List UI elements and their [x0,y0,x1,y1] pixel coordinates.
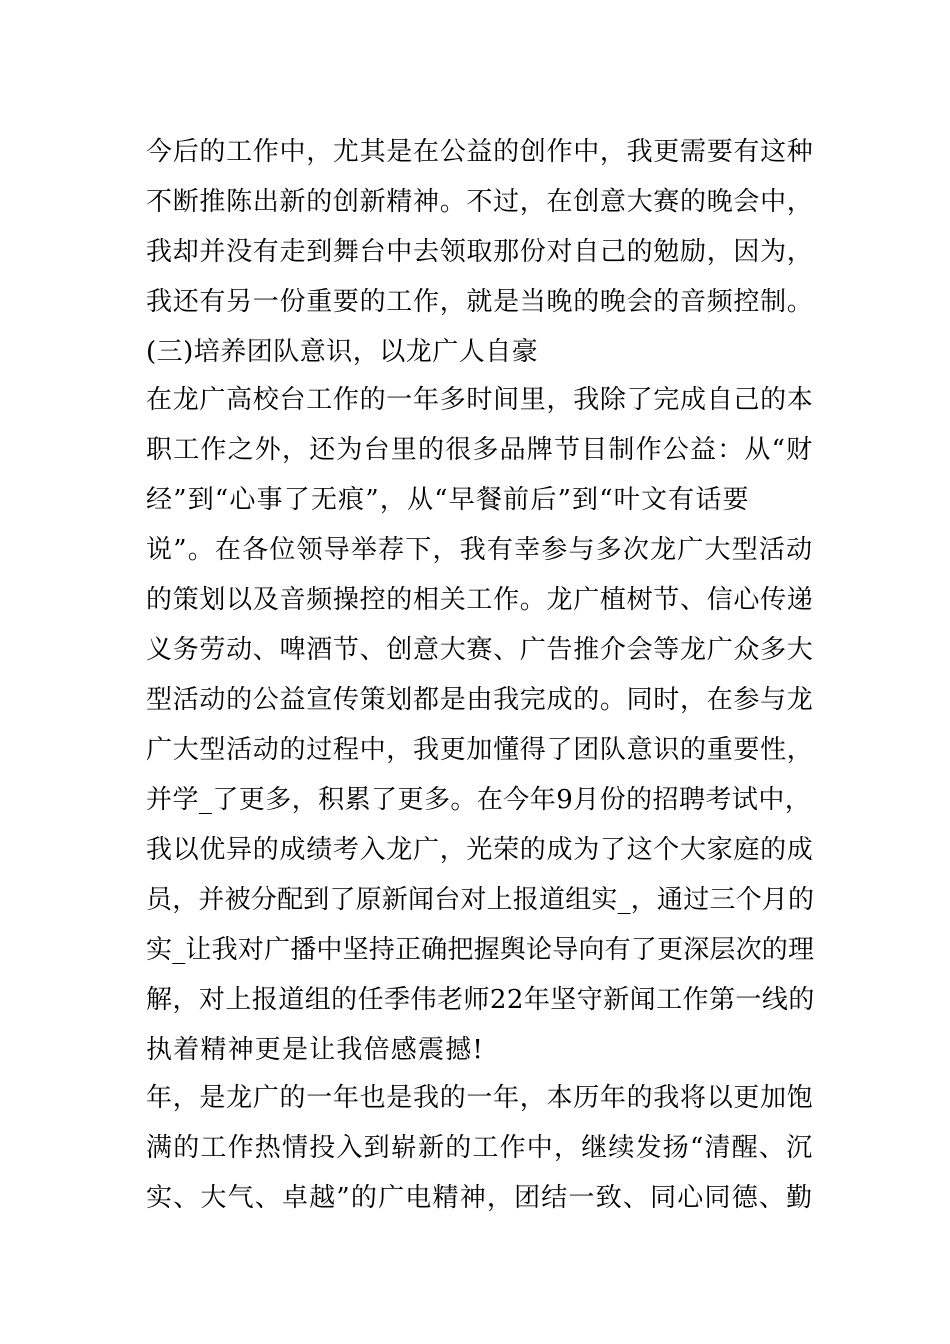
text-line: 广大型活动的过程中，我更加懂得了团队意识的重要性， [146,735,814,765]
section-heading: (三)培养团队意识，以龙广人自豪 [146,337,539,367]
text-line: 经”到“心事了无痕”，从“早餐前后”到“叶文有话要 [146,485,750,515]
text-line: 实、大气、卓越”的广电精神，团结一致、同心同德、勤 [146,1183,814,1213]
text-line: 满的工作热情投入到崭新的工作中，继续发扬“清醒、沉 [146,1133,814,1163]
text-line: 的策划以及音频操控的相关工作。龙广植树节、信心传递 [146,585,814,615]
text-line: 说”。在各位领导举荐下，我有幸参与多次龙广大型活动 [146,535,814,565]
text-line: 我却并没有走到舞台中去领取那份对自己的勉励，因为， [146,237,814,267]
text-line: 不断推陈出新的创新精神。不过，在创意大赛的晚会中， [146,187,814,217]
text-line: 实_让我对广播中坚持正确把握舆论导向有了更深层次的理 [146,935,815,965]
text-line: 员，并被分配到了原新闻台对上报道组实_，通过三个月的 [146,885,815,915]
text-line: 义务劳动、啤酒节、创意大赛、广告推介会等龙广众多大 [146,635,814,665]
text-line: 解，对上报道组的任季伟老师22年坚守新闻工作第一线的 [146,985,815,1015]
text-line: 今后的工作中，尤其是在公益的创作中，我更需要有这种 [146,137,814,167]
text-line: 执着精神更是让我倍感震撼! [146,1035,485,1065]
text-line: 我还有另一份重要的工作，就是当晚的晚会的音频控制。 [146,287,814,317]
text-line: 我以优异的成绩考入龙广，光荣的成为了这个大家庭的成 [146,835,814,865]
text-line: 在龙广高校台工作的一年多时间里，我除了完成自己的本 [146,385,814,415]
text-line: 职工作之外，还为台里的很多品牌节目制作公益：从“财 [146,435,814,465]
text-line: 年，是龙广的一年也是我的一年，本历年的我将以更加饱 [146,1083,814,1113]
text-line: 并学_了更多，积累了更多。在今年9月份的招聘考试中， [146,785,812,815]
text-line: 型活动的公益宣传策划都是由我完成的。同时，在参与龙 [146,685,814,715]
